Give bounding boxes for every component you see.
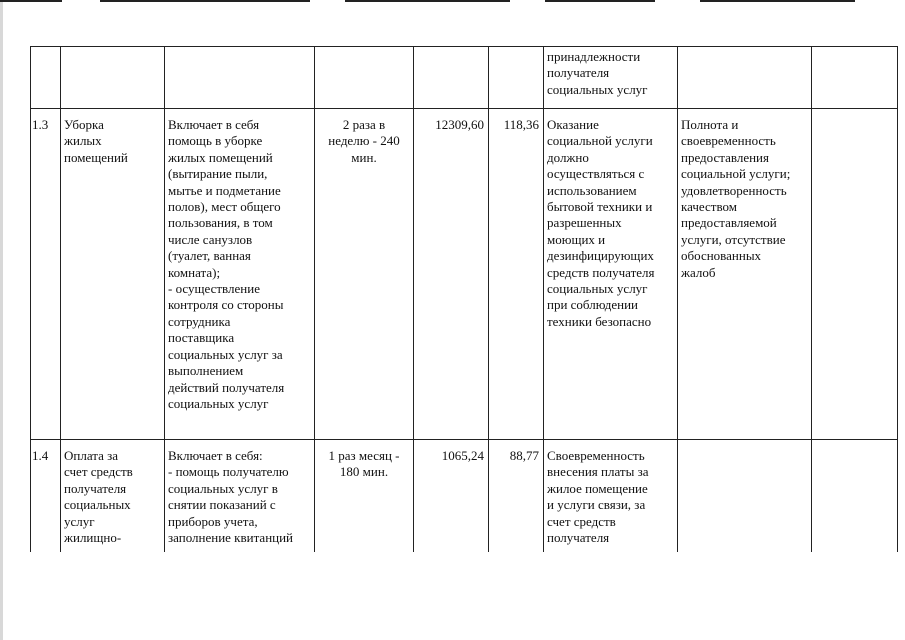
service-quality	[678, 440, 812, 564]
service-price: 12309,60	[414, 109, 489, 440]
top-rule	[345, 0, 510, 2]
service-tariff: 88,77	[489, 440, 544, 564]
service-conditions: принадлежности получателя социальных услуг	[544, 47, 678, 109]
service-description: Включает в себя: - помощь получателю социальных услуг в снятии показаний с приборов учета, заполнение квитанций	[165, 440, 315, 564]
service-price	[414, 47, 489, 109]
top-rule	[545, 0, 655, 2]
service-quality: Полнота и своевременность предоставления социальной услуги; удовлетворенность качеством предоставляемой услуги, отсутствие обоснованных жалоб	[678, 109, 812, 440]
service-conditions: Оказание социальной услуги должно осуществляться с использованием бытовой техники и разрешенных моющих и дезинфицирующих средств получателя социальных услуг при соблюдении техники безопасно	[544, 109, 678, 440]
row-number: 1.3	[31, 109, 61, 440]
service-frequency: 1 раз месяц - 180 мин.	[315, 440, 414, 564]
top-rule	[700, 0, 855, 2]
page-edge-shadow	[0, 0, 3, 640]
service-note	[812, 440, 898, 564]
table-row	[31, 47, 898, 109]
top-rule	[100, 0, 310, 2]
service-tariff	[489, 47, 544, 109]
top-rule	[0, 0, 62, 2]
service-name: Уборка жилых помещений	[61, 109, 165, 440]
services-table	[30, 46, 898, 564]
row-number	[31, 47, 61, 109]
service-name: Оплата за счет средств получателя социальных услуг жилищно-	[61, 440, 165, 564]
service-description: Включает в себя помощь в уборке жилых помещений (вытирание пыли, мытье и подметание полов), мест общего пользования, в том числе санузлов (туалет, ванная комната); - осуществление контроля со стороны сотрудника поставщика социальных услуг за выполнением действий получателя социальных услуг	[165, 109, 315, 440]
page-bottom-margin	[30, 552, 905, 640]
service-name	[61, 47, 165, 109]
table-row	[31, 440, 898, 564]
service-frequency: 2 раза в неделю - 240 мин.	[315, 109, 414, 440]
service-price: 1065,24	[414, 440, 489, 564]
service-note	[812, 109, 898, 440]
service-note	[812, 47, 898, 109]
service-conditions: Своевременность внесения платы за жилое помещение и услуги связи, за счет средств получателя	[544, 440, 678, 564]
service-tariff: 118,36	[489, 109, 544, 440]
service-description	[165, 47, 315, 109]
table-row	[31, 109, 898, 440]
service-quality	[678, 47, 812, 109]
row-number: 1.4	[31, 440, 61, 564]
service-frequency	[315, 47, 414, 109]
